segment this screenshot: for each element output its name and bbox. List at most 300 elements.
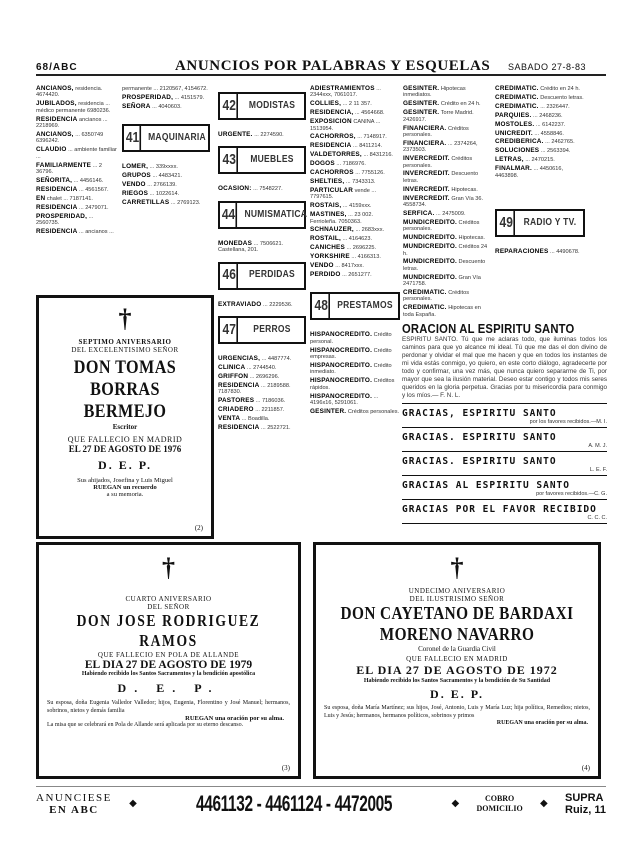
ad-text: ... Boadilla. [241,415,270,422]
ad-text: ... 2 36796. [36,162,103,175]
obit-dep: D. E. P. [98,458,152,472]
ad-text: ... 4490678. [549,248,580,255]
classified-ad [218,356,306,362]
obit-sacramentos: Habiendo recibido los Santos Sacramentos y la bendición apostólica [81,671,256,677]
ad-text: ... 2211857. [255,406,285,413]
section-label: PERROS [253,323,291,335]
ad-text: ... 7548227. [253,186,283,193]
ad-keyword: HISPANOCREDITO. [310,331,373,339]
ad-keyword: ROSTAIS, [310,202,342,210]
page-number: 68/ABC [36,62,78,73]
ad-keyword: VENTA [218,414,241,422]
obit-title: Escritor [112,423,138,431]
classified-ad [310,161,400,167]
ad-keyword: CREDIMATIC. [495,85,539,92]
ad-text: Crédito en 24 h. [540,86,580,92]
classified-ad [122,86,210,92]
ad-text: ... 4159xxx. [342,203,372,210]
ad-text: Hipotecas. [458,235,485,242]
classified-ad [122,95,210,101]
obit-name: DON JOSE RODRIGUEZ RAMOS [76,611,261,650]
ad-text: ... 339xxxx. [149,164,178,171]
ad-text: ... 2696296. [249,373,280,380]
ad-keyword: RESIDENCIA, [310,109,354,117]
ad-keyword: HISPANOCREDITO. [310,361,373,369]
classified-ad [310,227,400,233]
ad-text: ... 8417xxx. [335,263,364,270]
obituary-rodriguez [36,542,301,779]
advert-text: SUPRA [565,791,604,804]
ad-keyword: ROSTAIL, [310,235,341,243]
ad-text: ... 2344xxx, 7061017. [310,86,381,99]
classified-ad [403,235,488,241]
obit-date: EL DIA 27 DE AGOSTO DE 1972 [356,663,558,677]
obit-line: UNDECIMO ANIVERSARIO [408,587,506,595]
ad-text: ... 4456146. [73,177,104,184]
obit-name: BERMEJO [83,401,167,422]
classified-ad [310,245,400,251]
page-title: ANUNCIOS POR PALABRAS Y ESQUELAS [175,58,491,74]
ad-keyword: CRIADERO [218,405,254,413]
column-2-top [122,86,210,110]
obit-dep: D. E. P. [430,687,484,701]
gracias-list [402,404,607,524]
section-label: PRESTAMOS [337,300,393,312]
section-number: 44 [222,203,237,227]
obit-dep: D. E. P. [117,681,220,695]
list [310,332,400,415]
ad-text: ... 4164623. [342,236,373,243]
classified-ad [36,196,118,202]
ad-text: ... 2468236. [533,112,563,119]
gracias-heading: GRACIAS. ESPIRITU SANTO [402,432,557,443]
ad-keyword: SOLUCIONES [495,147,540,155]
column-5 [403,86,488,321]
section-48 [310,292,400,320]
obit-line: QUE FALLECIO EN MADRID [67,435,183,444]
ad-keyword: GESINTER. [403,85,440,92]
classified-ad [310,119,400,132]
classified-ad [218,398,306,404]
ad-text: ... 4483421. [152,173,183,180]
classified-ad [403,86,488,99]
ad-keyword: URGENTE. [218,131,253,138]
classified-ad [310,394,400,407]
obit-ruegan: a su memoria. [106,491,144,498]
ad-text: ... 2563394. [540,148,571,155]
classified-ad [36,178,118,184]
advert-text: ANUNCIESE [36,791,112,804]
classified-ad [495,104,585,110]
ad-keyword: PROSPERIDAD, [122,93,174,101]
classified-ad [218,425,306,431]
ad-keyword: MUNDICREDITO. [403,218,457,226]
classified-ad [495,131,585,137]
oracion-title: ORACION AL ESPIRITU SANTO [402,322,575,336]
ad-text: Crédito inmediato. [310,362,392,376]
classified-ad [403,275,488,288]
classified-ad [310,272,400,278]
ad-text: ... 2 11 357. [342,101,372,108]
classified-ad [310,203,400,209]
classified-ad [218,186,306,192]
advert-text: EN ABC [49,803,99,816]
ad-text: ... 7506621. Castellana, 201. [218,240,284,254]
list [495,249,585,255]
ad-text: ... 4040603. [152,103,182,110]
ad-text: ... 2462765. [545,139,575,146]
column-6 [495,86,585,258]
gracias-heading: GRACIAS POR EL FAVOR RECIBIDO [402,504,597,515]
obit-line: DEL ILUSTRISIMO SEÑOR [409,595,505,603]
classified-ad [403,187,488,193]
ad-text: residencia. 4674420. [36,86,103,99]
ad-keyword: RESIDENCIA [36,203,78,211]
section-label: MUEBLES [250,154,294,166]
ad-text: Gran Vía 2471758. [403,274,481,288]
ad-text: Hipotecas en toda España. [403,305,481,318]
ad-keyword: JUBILADOS, [36,100,77,108]
classified-ad [403,290,488,303]
classified-ad [218,241,306,254]
classified-ad [495,139,585,145]
classified-ad [310,188,400,201]
diamond-icon: ◆ [451,798,460,809]
obit-date: EL DIA 27 DE AGOSTO DE 1979 [84,659,253,671]
ad-keyword: RIEGOS [122,189,149,197]
advert-anunciese [36,792,112,816]
ad-keyword: MONEDAS [218,239,253,247]
obituary-borras [36,295,214,539]
classified-ad [403,244,488,257]
ad-keyword: VENDO [122,181,146,189]
ad-keyword: MUNDICREDITO. [403,234,457,242]
classified-ad [36,205,118,211]
gracias-signature: por favores recibidos.—C. G. [536,491,607,497]
obit-name: MORENO NAVARRO [379,624,535,644]
ad-keyword: CREDIBERICA. [495,138,544,146]
section-number: 49 [499,211,515,235]
ad-keyword: FINALMAR. [495,165,532,173]
gracias-heading: GRACIAS. ESPIRITU SANTO [402,456,557,467]
classified-ad [36,132,118,145]
ad-keyword: ANCIANOS, [36,85,74,92]
ad-text: ... ambiente familiar ... [36,147,117,160]
classified-ad [218,407,306,413]
ad-keyword: ADIESTRAMIENTOS [310,85,375,92]
classified-ad [122,164,210,170]
classified-ad [218,374,306,380]
ad-text: residencia ... médico permanente 6980236. [36,101,111,114]
ad-keyword: COLLIES, [310,100,342,108]
obit-name: DON CAYETANO DE BARDAXI [340,603,574,623]
ad-keyword: REPARACIONES [495,247,549,255]
ad-text: Créditos 24 h. [403,244,488,257]
section-42 [218,92,306,120]
ad-keyword: PROSPERIDAD, [36,212,88,220]
classified-ad [36,86,118,99]
ad-text: ... 4564668. [354,110,385,117]
section-43 [218,146,306,174]
ad-keyword: PARTICULAR [310,186,354,194]
ad-keyword: EXTRAVIADO [218,300,262,308]
section-label: PERDIDAS [249,269,295,281]
gracias-signature: A. M. J. [588,443,607,449]
ad-keyword: INVERCREDIT. [403,194,450,202]
ad-keyword: PASTORES [218,397,255,405]
classified-ad [310,236,400,242]
gracias-notice [402,476,607,500]
list [218,241,306,254]
classified-ad [122,200,210,206]
section-number: 48 [314,294,330,318]
ad-keyword: RESIDENCIA [218,423,260,431]
ad-text: ... 2683xxx. [355,227,385,234]
ad-keyword: HISPANOCREDITO. [310,377,373,385]
ad-text: Descuento letras. [540,94,584,101]
ad-text: ... 4450616, 4463898. [495,166,564,179]
ad-keyword: CARRETILLAS [122,198,170,206]
ad-text: ... 2479071. [78,204,109,211]
classified-ad [403,211,488,217]
section-label: MODISTAS [248,99,296,111]
oracion-block [402,322,607,524]
section-44 [218,201,306,229]
obit-family: Su esposa, doña Eugenia Valledor Valledor; hijos, Eugenia, Florentino y José Manuel; hermanos, sobrinos, nietos y demás familia [47,700,290,714]
oracion-body: ESPIRITU SANTO. Tú que me aclaras todo, que iluminas todos los caminos para que yo alcance mi ideal. Tú que me das el don divino de perdonar y olvidar el mal que me hacen y que en todos los instantes de mi vida estás conmigo, yo quiero, en este corto diálogo, agradecerte por todo y confirmar, una vez más, que nunca quiero separarme de Ti, por mayor que sea la ilusión material. Deseo estar contigo y todos mis seres queridos en la gloria perpetua. Gracias por tu misericordia para conmigo y los míos.— F. N. L. [402,336,607,404]
section-number: 43 [222,148,238,172]
ad-text: ... 2696225. [346,245,377,252]
section-number: 46 [222,264,238,288]
gracias-notice [402,404,607,428]
gracias-notice [402,428,607,452]
ad-keyword: CLINICA [218,363,246,371]
ad-keyword: INVERCREDIT. [403,155,450,163]
gracias-signature: C. C. C. [587,515,607,521]
ad-keyword: HISPANOCREDITO. [310,346,373,354]
column-3 [218,86,306,434]
ad-text: Créditos rápidos. [310,378,395,391]
ad-keyword: CACHORROS [310,169,354,177]
ad-keyword: CACHORROS, [310,133,356,141]
advert-phones: 4461132 - 4461124 - 4472005 [196,790,393,816]
ad-text: ... 8411214. [352,143,383,150]
ad-text: chalet ... 7187141. [46,195,93,202]
obit-line: CUARTO ANIVERSARIO [125,595,212,603]
classified-ad [495,148,585,154]
classified-ad [310,170,400,176]
ad-text: Crédito en 24 h. [440,101,481,108]
ad-keyword: HISPANOCREDITO. [310,392,373,400]
classified-ad [218,416,306,422]
section-46 [218,262,306,290]
ad-text: ... 1022614. [149,190,180,197]
classified-ad [218,383,306,396]
ad-text: ... 2769123. [170,199,201,206]
classified-ad [310,179,400,185]
ad-text: ... 7186976. [336,161,366,168]
ad-text: ... 6142237. [535,121,566,128]
classified-ad [310,409,400,415]
ad-keyword: SCHNAUZER, [310,226,354,234]
ad-keyword: VENDO [310,262,334,270]
classified-ad [218,302,306,308]
list [218,132,306,138]
gracias-notice [402,452,607,476]
ad-text: ... 2766139. [147,182,177,189]
classified-ad [310,101,400,107]
obit-sacramentos: Habiendo recibido los Santos Sacramentos y la bendición de Su Santidad [363,678,551,684]
ad-text: Créditos personales. [403,156,473,169]
ad-keyword: URGENCIAS, [218,355,261,363]
classified-ad [310,86,400,99]
gracias-heading: GRACIAS, ESPIRITU SANTO [402,408,557,419]
ad-text: ... 2475009. [436,211,466,217]
classified-ad [403,220,488,233]
gracias-signature: L. E. F. [589,467,607,473]
column-1 [36,86,118,238]
ad-text: Créditos personales. [347,408,400,415]
ad-keyword: MUNDICREDITO. [403,258,457,266]
classified-ad [310,332,400,345]
ad-keyword: SEÑORITA, [36,176,73,184]
ad-text: ancianos ... 2218969. [36,116,108,130]
gracias-heading: GRACIAS AL ESPIRITU SANTO [402,480,570,491]
ad-keyword: MUNDICREDITO. [403,243,457,251]
list [495,86,585,179]
ad-text: ... 4151579. [174,94,205,101]
column-2 [122,86,210,209]
obit-line: SEPTIMO ANIVERSARIO [78,338,172,346]
advert-text: COBRO [484,793,515,803]
classified-ad [495,95,585,101]
page-date: SABADO 27-8-83 [508,62,587,72]
classified-ad [122,191,210,197]
ad-text: Torre Madrid. 2426917. [403,110,474,123]
ad-text: ... 2189588. 7187830. [218,382,291,396]
ad-keyword: INVERCREDIT. [403,170,450,178]
obit-ref: (3) [281,764,290,772]
classified-ad [495,122,585,128]
section-number: 41 [126,126,141,150]
ad-text: Descuento letras. [403,171,479,184]
advert-text: DOMICILIO [476,803,523,813]
ad-text: ... 6350749 6396242. [36,131,104,145]
classified-ad [403,171,488,184]
ad-keyword: CREDIMATIC. [403,289,447,297]
ad-text: Créditos personales. [403,125,469,138]
classified-ad [495,166,585,179]
ad-keyword: YORKSHIRE [310,253,350,261]
ad-keyword: VALDETORRES, [310,151,362,159]
ad-text: ... 4561567. [78,186,109,193]
classified-ad [310,143,400,149]
ad-text: ... 2560735. [36,213,94,226]
classified-ad [403,101,488,107]
classified-ad [36,147,118,160]
classified-ad [36,101,118,114]
ad-keyword: GESINTER. [403,100,440,108]
ad-keyword: OCASION: [218,185,252,193]
ad-keyword: PERDIDO [310,270,341,278]
obit-date: EL 27 DE AGOSTO DE 1976 [68,444,182,454]
classified-ad [495,86,585,92]
ad-keyword: LOMER, [122,163,149,171]
advert-text: Ruiz, 11 [565,803,606,816]
ad-keyword: CLAUDIO [36,146,67,154]
ad-text: Créditos personales. [403,290,470,303]
classified-ad [310,378,400,391]
ad-text: ... 4558846. [534,130,564,137]
obit-ref: (2) [194,524,203,532]
classified-ad [403,141,488,154]
section-label: MAQUINARIA [147,132,206,144]
cross-icon: † [118,304,132,333]
ad-text: Descuento letras. [403,259,486,272]
diamond-icon: ◆ [540,798,548,809]
list [218,356,306,431]
obit-line: QUE FALLECIO EN POLA DE ALLANDE [97,651,240,659]
classified-ad [122,173,210,179]
diamond-icon: ◆ [129,798,137,809]
ad-keyword: CREDIMATIC. [495,93,539,101]
ad-keyword: SEÑORA [122,102,151,110]
ad-keyword: UNICREDIT. [495,129,533,137]
gracias-notice [402,500,607,524]
ad-text: Hipotecas. [451,186,478,193]
ad-text: ... 2274590. [254,132,284,138]
obit-family: Sus ahijados, Josefina y Luis Miguel [77,477,173,484]
column-4 [310,86,400,418]
classified-ad [403,126,488,139]
ad-text: ... 7343313. [345,178,376,185]
obit-ruegan: RUEGAN una oración por su alma. [496,720,588,726]
ad-text: Créditos personales. [403,219,480,233]
section-label: RADIO Y TV. [523,216,577,228]
list [218,302,306,308]
classified-ad [218,132,306,138]
cross-icon: † [450,553,464,582]
obit-misa: La misa que se celebrará en Pola de Allande será aplicada por su eterno descanso. [47,722,244,728]
ad-keyword: PARQUIES. [495,111,532,119]
ad-keyword: DOGOS [310,160,335,168]
obit-line: QUE FALLECIO EN MADRID [406,655,508,663]
classified-ad [310,363,400,376]
ad-text: CANINA ... 1513954. [310,119,381,132]
ad-keyword: SERFICA. [403,210,435,217]
ad-text: ... 2744540. [246,364,277,371]
classified-ad [495,249,585,255]
ad-keyword: RESIDENCIA [36,227,78,235]
classified-ad [403,110,488,123]
ad-keyword: LETRAS, [495,156,524,164]
section-number: 47 [222,318,238,342]
ad-text: ... 23 002. Ferrioleña. 7050363. [310,212,374,225]
classified-ad [218,365,306,371]
ad-text: ... 4166313. [351,254,381,261]
abc-advert-banner [36,786,606,820]
obit-family: Su esposa, doña María Martínez; sus hijos, José, Antonio, Luis y María Luz; hija política, Remedios; nietos, Luis y Jesús; hermanos, hermanos políticos, sobrinos y primos [324,705,590,719]
section-47 [218,316,306,344]
ad-keyword: EXPOSICION [310,118,352,126]
list [310,86,400,278]
classified-ad [403,156,488,169]
ad-keyword: FAMILIARMENTE [36,161,92,169]
ad-keyword: EN [36,194,46,202]
classified-ad [310,348,400,361]
ad-keyword: MOSTOLES. [495,120,535,128]
ad-text: vende ... 7797615. [310,187,377,201]
